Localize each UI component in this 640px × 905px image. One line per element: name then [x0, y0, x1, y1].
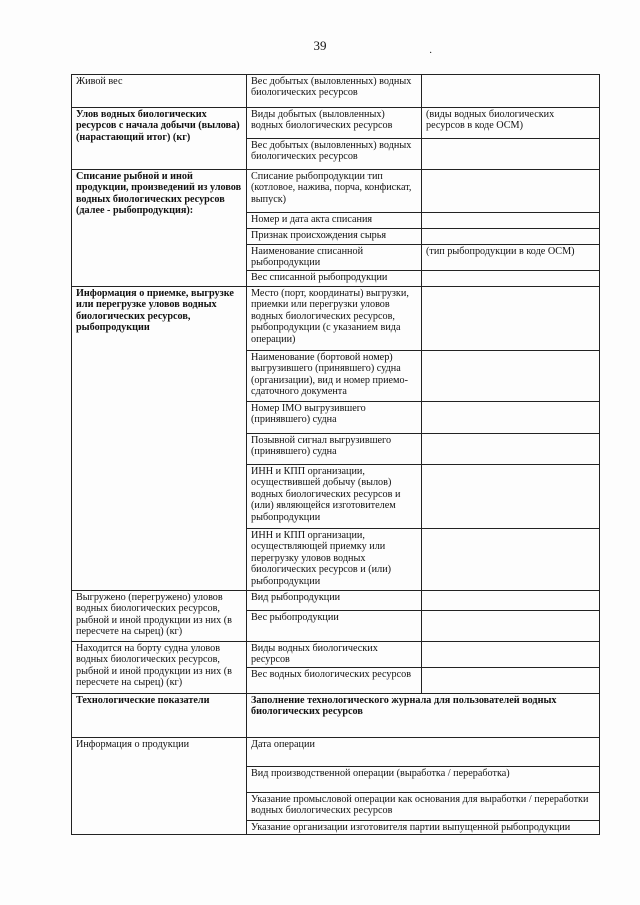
field-name: Место (порт, координаты) выгрузки, приемки или перегрузки уловов водных биологических ресурсов, рыбопродукции (с указанием вида операции) — [247, 287, 422, 351]
table-row — [72, 642, 600, 668]
field-name: ИНН и КПП организации, осуществляющей приемку или перегрузку уловов водных биологических ресурсов и (или) рыбопродукции — [247, 529, 422, 591]
field-name: Вес списанной рыбопродукции — [247, 271, 422, 287]
field-value — [422, 591, 600, 611]
field-value — [422, 229, 600, 245]
table-row — [72, 694, 600, 738]
row-label: Находится на борту судна уловов водных биологических ресурсов, рыбной и иной продукции из них (в пересчете на сырец) (кг) — [72, 642, 247, 694]
field-name: Дата операции — [247, 738, 600, 767]
field-name: Вид рыбопродукции — [247, 591, 422, 611]
field-name: Указание промысловой операции как основания для выработки / переработки водных биологических ресурсов — [247, 793, 600, 821]
field-name: Позывной сигнал выгрузившего (принявшего) судна — [247, 434, 422, 465]
field-value — [422, 465, 600, 529]
field-value — [422, 287, 600, 351]
field-value — [422, 402, 600, 434]
field-value — [422, 75, 600, 108]
field-value — [422, 611, 600, 642]
field-name: Виды водных биологических ресурсов — [247, 642, 422, 668]
field-value — [422, 139, 600, 170]
table-row — [72, 108, 600, 139]
page-number: 39 — [313, 38, 327, 53]
field-value — [422, 170, 600, 213]
field-value — [422, 351, 600, 402]
row-label: Улов водных биологических ресурсов с начала добычи (вылова) (нарастающий итог) (кг) — [72, 108, 247, 170]
field-name: Вес рыбопродукции — [247, 611, 422, 642]
row-label: Технологические показатели — [72, 694, 247, 738]
row-label: Выгружено (перегружено) уловов водных биологических ресурсов, рыбной и иной продукции из них (в пересчете на сырец) (кг) — [72, 591, 247, 642]
section-heading: Заполнение технологического журнала для пользователей водных биологических ресурсов — [247, 694, 600, 738]
table-row — [72, 287, 600, 351]
field-value — [422, 271, 600, 287]
field-name: ИНН и КПП организации, осуществившей добычу (вылов) водных биологических ресурсов и (или) являющейся изготовителем рыбопродукции — [247, 465, 422, 529]
row-label: Информация о приемке, выгрузке или перегрузке уловов водных биологических ресурсов, рыбопродукции — [72, 287, 247, 591]
field-name: Вес водных биологических ресурсов — [247, 668, 422, 694]
table-row — [72, 591, 600, 611]
field-value — [422, 529, 600, 591]
field-value — [422, 642, 600, 668]
field-value: (тип рыбопродукции в коде ОСМ) — [422, 245, 600, 271]
field-name: Списание рыбопродукции тип (котловое, нажива, порча, конфискат, выпуск) — [247, 170, 422, 213]
table-row — [72, 170, 600, 213]
row-label: Информация о продукции — [72, 738, 247, 835]
field-value — [422, 434, 600, 465]
field-name: Вид производственной операции (выработка / переработка) — [247, 767, 600, 793]
scan-mark: · — [429, 48, 433, 59]
field-name: Вес добытых (выловленных) водных биологических ресурсов — [247, 75, 422, 108]
field-name: Наименование (бортовой номер) выгрузившего (принявшего) судна (организации), вид и номер приемо-сдаточного документа — [247, 351, 422, 402]
field-name: Признак происхождения сырья — [247, 229, 422, 245]
field-name: Номер и дата акта списания — [247, 213, 422, 229]
field-value — [422, 213, 600, 229]
field-name: Номер IMO выгрузившего (принявшего) судна — [247, 402, 422, 434]
document-table — [71, 74, 600, 835]
field-value — [422, 668, 600, 694]
field-name: Наименование списанной рыбопродукции — [247, 245, 422, 271]
field-name: Виды добытых (выловленных) водных биологических ресурсов — [247, 108, 422, 139]
table-row — [72, 75, 600, 108]
field-value: (виды водных биологических ресурсов в коде ОСМ) — [422, 108, 600, 139]
table-row — [72, 738, 600, 767]
field-name: Указание организации изготовителя партии выпущенной рыбопродукции — [247, 821, 600, 835]
row-label: Живой вес — [72, 75, 247, 108]
field-name: Вес добытых (выловленных) водных биологических ресурсов — [247, 139, 422, 170]
row-label: Списание рыбной и иной продукции, произведений из уловов водных биологических ресурсов (далее - рыбопродукция): — [72, 170, 247, 287]
